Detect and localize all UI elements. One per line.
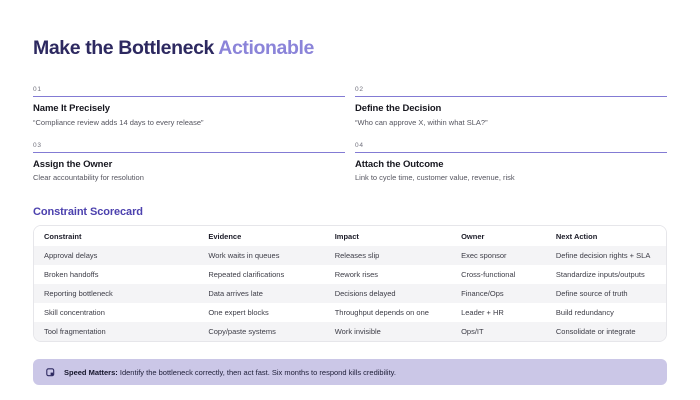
speed-callout <box>33 359 667 385</box>
step-description: “Compliance review adds 14 days to every release” <box>33 117 204 127</box>
table-cell: Standardize inputs/outputs <box>555 270 645 280</box>
callout-label: Speed Matters: <box>64 367 118 377</box>
table-cell: Ops/IT <box>461 327 484 337</box>
step-number: 04 <box>355 142 667 153</box>
column-header-impact: Impact <box>325 226 451 246</box>
table-cell: Work invisible <box>334 327 381 337</box>
table-cell: Finance/Ops <box>461 289 504 299</box>
step-description: Clear accountability for resolution <box>33 173 144 183</box>
square-badge-icon <box>46 368 55 377</box>
scorecard-heading: Constraint Scorecard <box>33 206 143 219</box>
step-number: 01 <box>33 86 345 97</box>
step-description: Link to cycle time, customer value, revenue, risk <box>355 173 515 183</box>
step-number: 02 <box>355 86 667 97</box>
table-row <box>34 303 666 322</box>
steps-grid <box>33 86 667 182</box>
step-card-01 <box>33 86 345 127</box>
column-header-owner: Owner <box>451 226 546 246</box>
table-cell: Reporting bottleneck <box>44 289 113 299</box>
table-cell: Exec sponsor <box>461 251 507 261</box>
table-cell: Define source of truth <box>555 289 628 299</box>
page-title-accent: Actionable <box>218 37 314 59</box>
table-row <box>34 246 666 265</box>
table-cell: Leader + HR <box>461 308 504 318</box>
table-row <box>34 265 666 284</box>
scorecard-table <box>33 225 667 342</box>
table-cell: Data arrives late <box>208 289 263 299</box>
step-number: 03 <box>33 142 345 153</box>
step-title: Name It Precisely <box>33 103 110 115</box>
callout-text <box>64 368 396 377</box>
table-cell: Build redundancy <box>555 308 614 318</box>
table-cell: Work waits in queues <box>208 251 280 261</box>
table-row <box>34 322 666 341</box>
table-cell: Copy/paste systems <box>208 327 276 337</box>
page-title-primary: Make the Bottleneck <box>33 37 214 59</box>
step-description: “Who can approve X, within what SLA?” <box>355 117 488 127</box>
table-cell: Repeated clarifications <box>208 270 285 280</box>
page-title <box>33 37 667 60</box>
step-title: Attach the Outcome <box>355 158 444 170</box>
step-card-02 <box>355 86 667 127</box>
step-card-04 <box>355 142 667 183</box>
table-cell: Rework rises <box>334 270 379 280</box>
step-title: Define the Decision <box>355 103 442 115</box>
step-title: Assign the Owner <box>33 158 113 170</box>
table-cell: Approval delays <box>44 251 98 261</box>
table-cell: One expert blocks <box>208 308 269 318</box>
table-cell: Tool fragmentation <box>44 327 106 337</box>
table-cell: Throughput depends on one <box>334 308 429 318</box>
table-cell: Define decision rights + SLA <box>555 251 651 261</box>
column-header-evidence: Evidence <box>198 226 324 246</box>
table-cell: Cross-functional <box>461 270 516 280</box>
callout-body: Identify the bottleneck correctly, then act fast. Six months to respond kills credibility. <box>119 367 396 377</box>
table-cell: Skill concentration <box>44 308 105 318</box>
table-cell: Broken handoffs <box>44 270 99 280</box>
column-header-constraint: Constraint <box>34 226 198 246</box>
column-header-next-action: Next Action <box>546 226 666 246</box>
table-row <box>34 284 666 303</box>
table-header-row <box>34 226 666 246</box>
step-card-03 <box>33 142 345 183</box>
table-cell: Releases slip <box>334 251 380 261</box>
table-cell: Decisions delayed <box>334 289 396 299</box>
table-cell: Consolidate or integrate <box>555 327 636 337</box>
